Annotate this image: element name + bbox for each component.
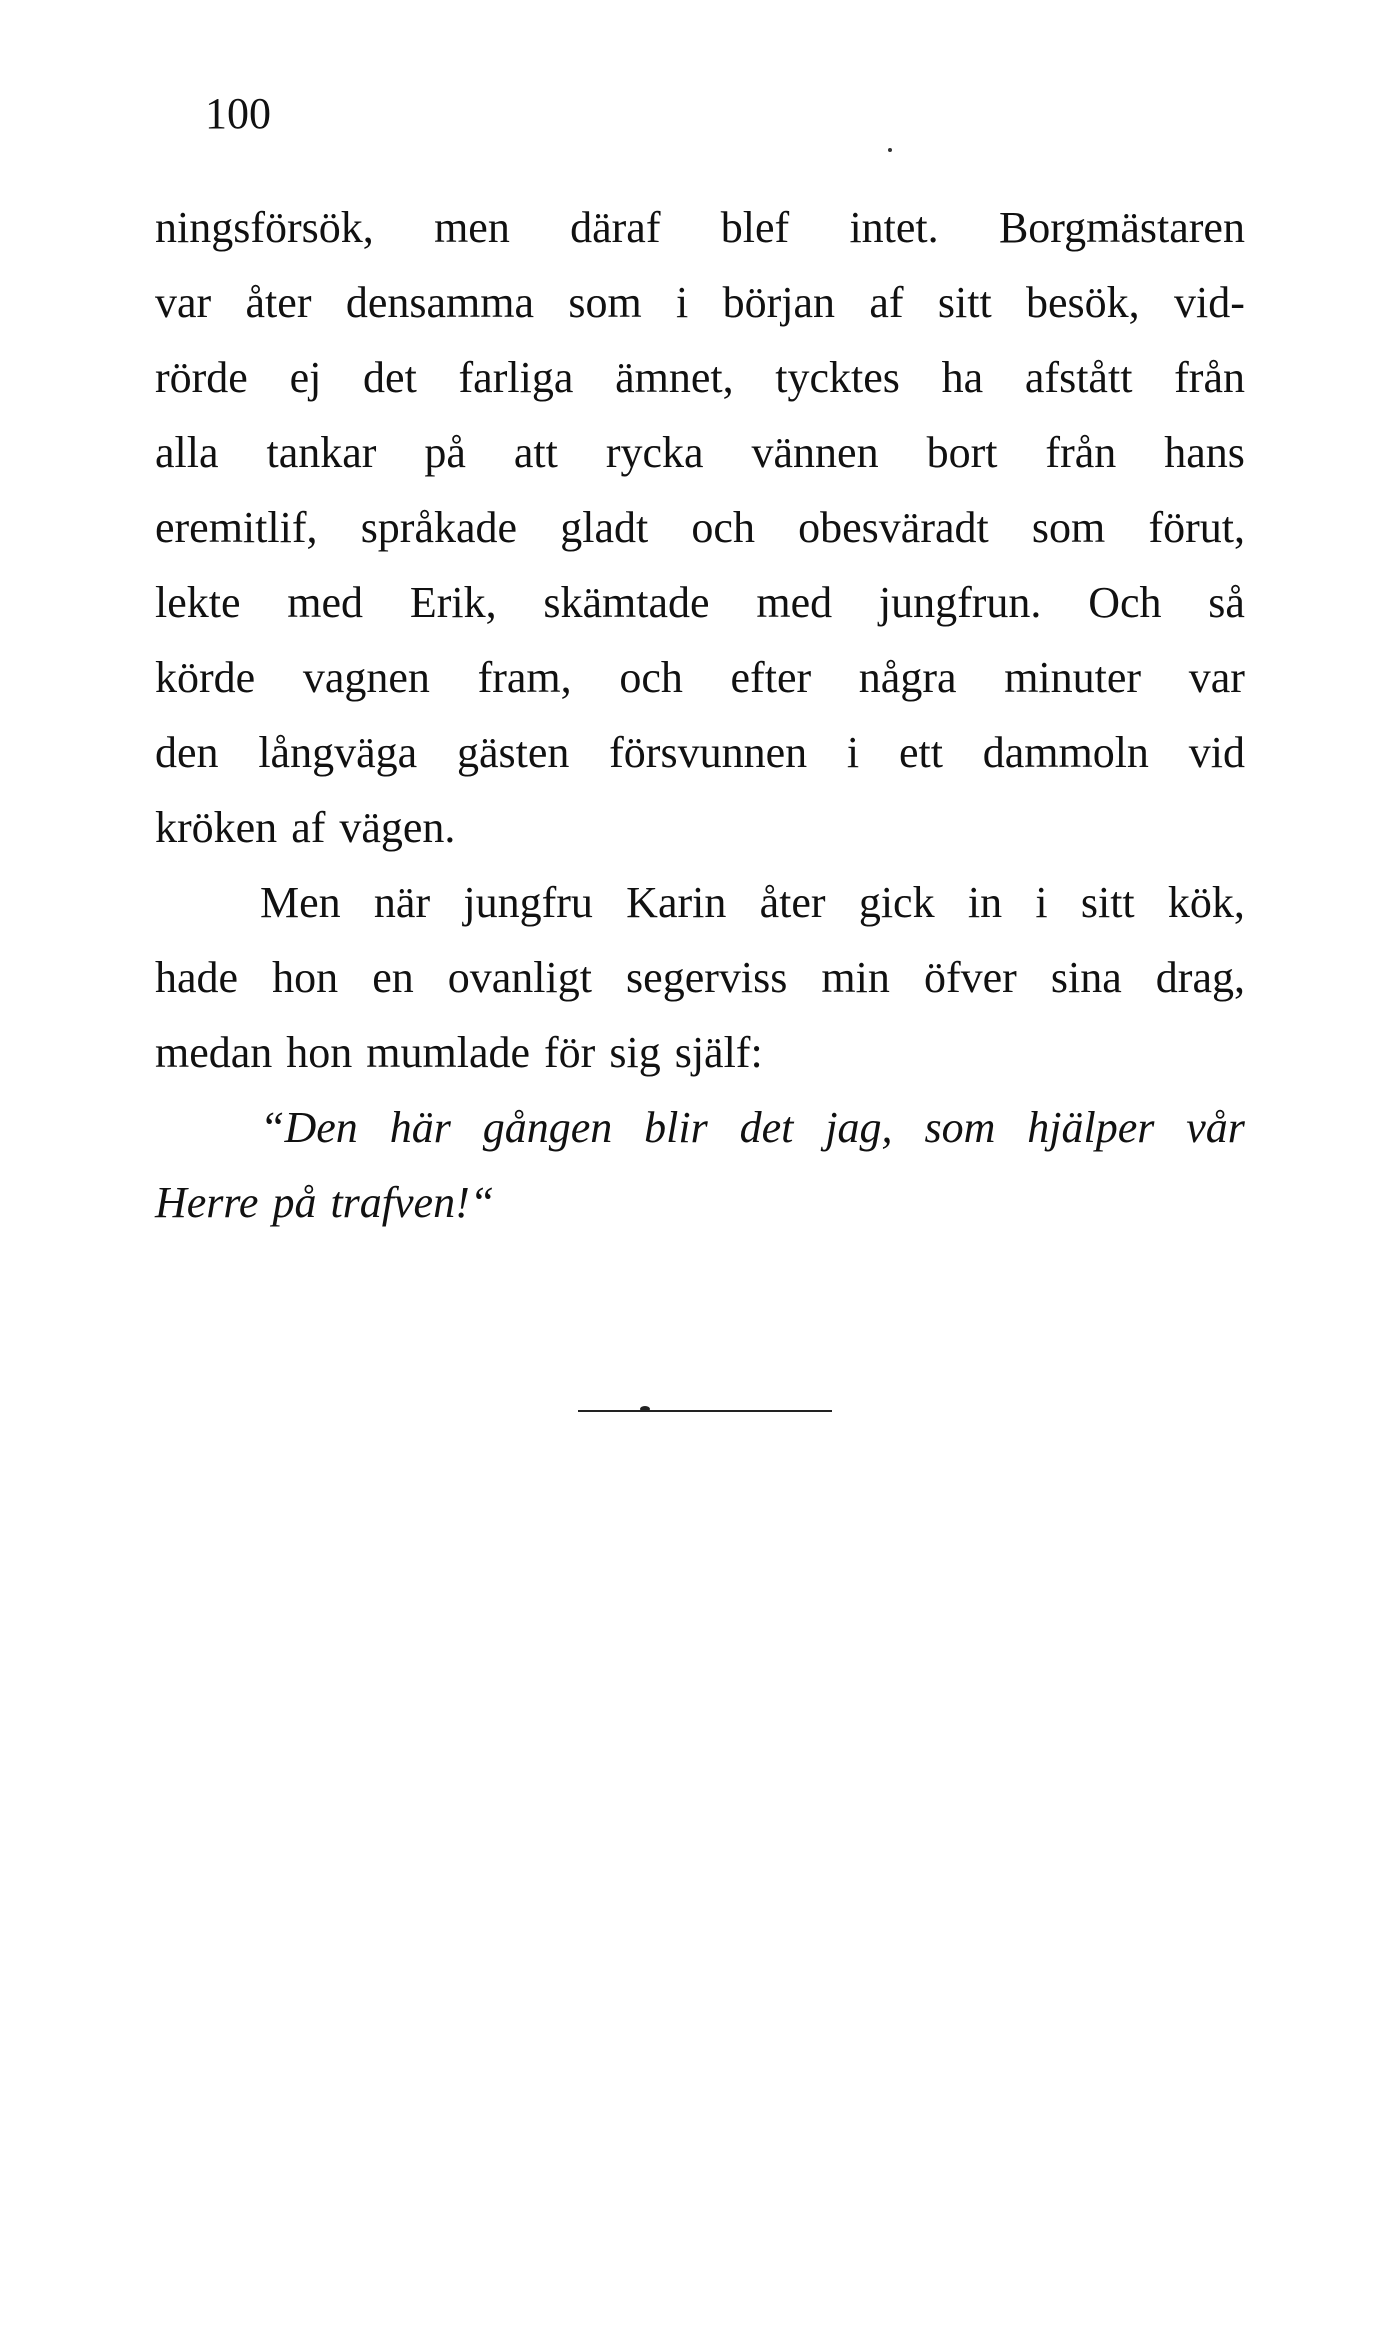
word: lekte [155, 578, 241, 627]
word: af [291, 803, 326, 852]
word: min [821, 953, 890, 1002]
word: språkade [360, 503, 518, 552]
word: det [739, 1103, 794, 1152]
word: med [287, 578, 364, 627]
word: i [1035, 878, 1048, 927]
text-line [155, 1015, 1245, 1090]
word: så [1208, 578, 1245, 627]
word: blef [720, 203, 790, 252]
word: rörde [155, 353, 248, 402]
text-line [155, 715, 1245, 790]
word: att [513, 428, 558, 477]
word: “Den [260, 1103, 358, 1152]
word: den [155, 728, 219, 777]
word: för [544, 1028, 596, 1077]
word: här [389, 1103, 451, 1152]
page-number: 100 [205, 89, 271, 138]
word: på [272, 1178, 317, 1227]
word: skämtade [543, 578, 710, 627]
word: hade [155, 953, 239, 1002]
word: gick [858, 878, 935, 927]
word: i [846, 728, 860, 777]
word: några [858, 653, 957, 702]
word: fram, [477, 653, 572, 702]
word: med [756, 578, 833, 627]
word: var [155, 278, 212, 327]
word: farliga [458, 353, 574, 402]
word: ej [289, 353, 322, 402]
word: gången [482, 1103, 613, 1152]
quote-line [155, 1090, 1245, 1165]
word: när [373, 878, 431, 927]
word: som [568, 278, 642, 327]
word: trafven!“ [330, 1178, 495, 1227]
word: däraf [570, 203, 661, 252]
word: körde [155, 653, 256, 702]
word: på [424, 428, 466, 477]
word: Men [260, 878, 341, 927]
word: minuter [1004, 653, 1142, 702]
word: in [967, 878, 1003, 927]
word: som [924, 1103, 996, 1152]
word: Erik, [409, 578, 497, 627]
word: en [372, 953, 414, 1002]
print-speck [888, 148, 892, 152]
word: obesväradt [798, 503, 989, 552]
word: hon [272, 953, 339, 1002]
word: ett [898, 728, 943, 777]
body-text [155, 190, 1245, 1240]
word: hon [286, 1028, 353, 1077]
word: besök, [1026, 278, 1140, 327]
word: som [1031, 503, 1106, 552]
section-divider [578, 1410, 832, 1412]
word: åter [245, 278, 312, 327]
word: vid [1188, 728, 1245, 777]
word: af [869, 278, 904, 327]
word: tycktes [775, 353, 900, 402]
word: jag, [825, 1103, 893, 1152]
word: vägen. [339, 803, 456, 852]
word: eremitlif, [155, 503, 318, 552]
word: gladt [560, 503, 649, 552]
word: densamma [345, 278, 534, 327]
word: rycka [605, 428, 704, 477]
text-line [155, 865, 1245, 940]
word: ningsförsök, [155, 203, 374, 252]
text-line [155, 940, 1245, 1015]
word: alla [155, 428, 219, 477]
word: efter [730, 653, 812, 702]
word: vår [1186, 1103, 1245, 1152]
word: vännen [751, 428, 879, 477]
text-line [155, 340, 1245, 415]
word: och [619, 653, 683, 702]
word: jungfru [463, 878, 593, 927]
word: förut, [1148, 503, 1245, 552]
word: början [722, 278, 836, 327]
word: var [1188, 653, 1245, 702]
word: öfver [923, 953, 1017, 1002]
text-line [155, 190, 1245, 265]
word: vagnen [302, 653, 430, 702]
word: ämnet, [615, 353, 734, 402]
divider-ornament [640, 1406, 650, 1412]
word: försvunnen [609, 728, 808, 777]
word: det [363, 353, 417, 402]
word: medan [155, 1028, 273, 1077]
word: afstått [1024, 353, 1133, 402]
word: Herre [155, 1178, 259, 1227]
word: själf: [674, 1028, 763, 1077]
word: från [1174, 353, 1245, 402]
word: dammoln [982, 728, 1149, 777]
quote-line [155, 1165, 1245, 1240]
word: tankar [266, 428, 377, 477]
word: sig [609, 1028, 661, 1077]
word: vid- [1174, 278, 1245, 327]
word: åter [759, 878, 826, 927]
word: mumlade [366, 1028, 531, 1077]
text-line [155, 265, 1245, 340]
word: ovanligt [447, 953, 592, 1002]
word: bort [926, 428, 998, 477]
word: jungfrun. [878, 578, 1042, 627]
word: drag, [1155, 953, 1245, 1002]
text-line [155, 640, 1245, 715]
text-line [155, 790, 1245, 865]
word: sitt [1080, 878, 1135, 927]
word: hans [1164, 428, 1245, 477]
word: gästen [456, 728, 570, 777]
text-line [155, 415, 1245, 490]
word: och [691, 503, 755, 552]
word: ha [941, 353, 984, 402]
word: från [1045, 428, 1117, 477]
word: men [434, 203, 510, 252]
word: Borgmästaren [998, 203, 1245, 252]
word: i [676, 278, 689, 327]
word: långväga [258, 728, 418, 777]
text-line [155, 565, 1245, 640]
word: segerviss [626, 953, 788, 1002]
word: Karin [626, 878, 727, 927]
word: Och [1088, 578, 1162, 627]
word: sitt [937, 278, 992, 327]
word: blir [644, 1103, 708, 1152]
word: hjälper [1027, 1103, 1155, 1152]
word: kröken [155, 803, 278, 852]
text-line [155, 490, 1245, 565]
word: sina [1050, 953, 1122, 1002]
word: intet. [849, 203, 939, 252]
word: kök, [1167, 878, 1245, 927]
